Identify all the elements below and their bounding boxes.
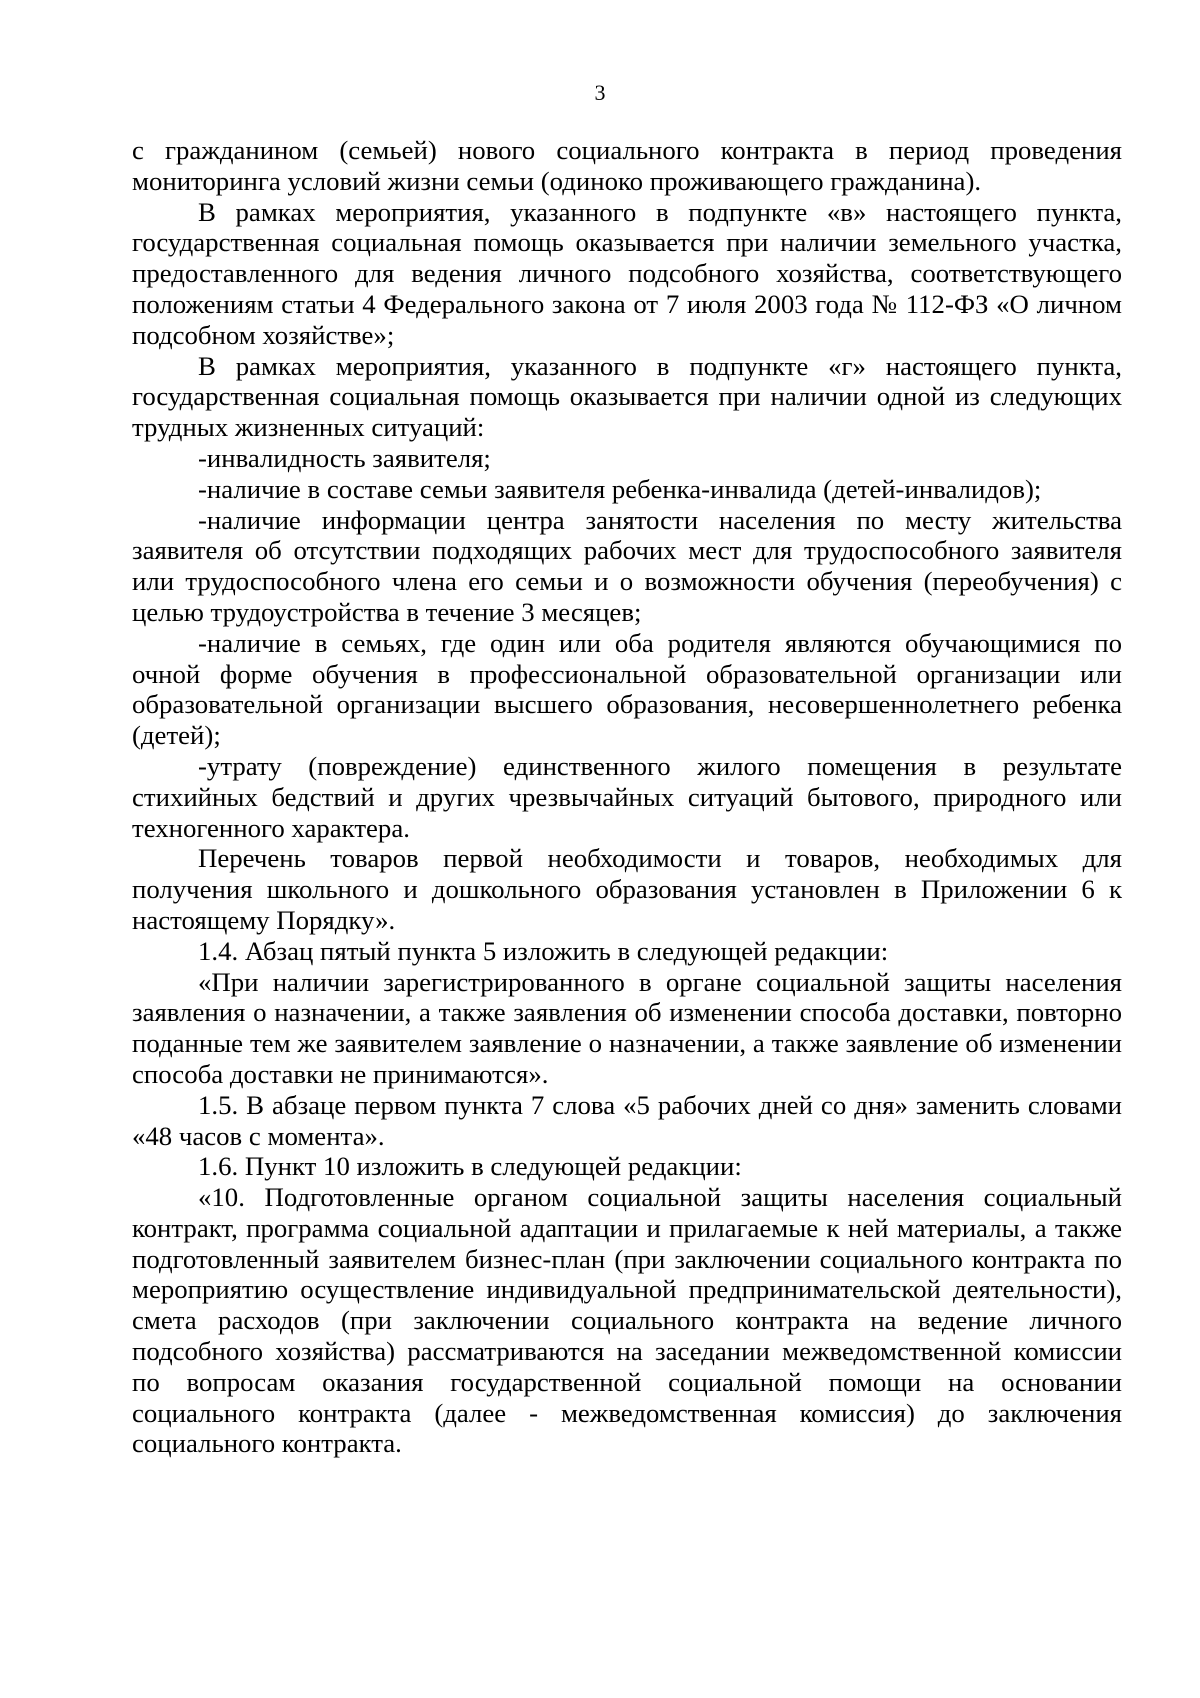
page-number: 3 [594, 80, 606, 105]
paragraph-goods-list: Перечень товаров первой необходимости и товаров, необходимых для получения школьного и дошкольного образования установлен в Приложении 6 к настоящему Порядку». [132, 843, 1122, 935]
clause-1-6: 1.6. Пункт 10 изложить в следующей редакции: [198, 1151, 742, 1182]
paragraph-continuation: с гражданином (семьей) нового социального контракта в период проведения мониторинга условий жизни семьи (одиноко проживающего гражданина). [132, 135, 1122, 196]
clause-1-4: 1.4. Абзац пятый пункта 5 изложить в следующей редакции: [198, 935, 889, 966]
clause-1-5: 1.5. В абзаце первом пункта 7 слова «5 рабочих дней со дня» заменить словами «48 часов с момента». [132, 1089, 1122, 1151]
document-body [132, 135, 1122, 1459]
paragraph-land-plot-condition: В рамках мероприятия, указанного в подпункте «в» настоящего пункта, государственная социальная помощь оказывается при наличии земельного участка, предоставленного для ведения личного подсобного хозяйства, соответствующего положениям статьи 4 Федерального закона от 7 июля 2003 года № 112-ФЗ «О личном подсобном хозяйстве»; [132, 196, 1122, 350]
paragraph-clause-1-4-text: «При наличии зарегистрированного в органе социальной защиты населения заявления о назначении, а также заявления об изменении способа доставки, повторно поданные тем же заявителем заявление о назначении, а также заявление об изменении способа доставки не принимаются». [132, 966, 1122, 1089]
list-item-employment-center: -наличие информации центра занятости населения по месту жительства заявителя об отсутствии подходящих рабочих мест для трудоспособного заявителя или трудоспособного члена его семьи и о возможности обучения (переобучения) с целью трудоустройства в течение 3 месяцев; [132, 504, 1122, 627]
paragraph-clause-10-text: «10. Подготовленные органом социальной защиты населения социальный контракт, программа социальной адаптации и прилагаемые к ней материалы, а также подготовленный заявителем бизнес-план (при заключении социального контракта по мероприятию осуществление индивидуальной предпринимательской деятельности), смета расходов (при заключении социального контракта на ведение личного подсобного хозяйства) рассматриваются на заседании межведомственной комиссии по вопросам оказания государственной социальной помощи на основании социального контракта (далее - межведомственная комиссия) до заключения социального контракта. [132, 1182, 1122, 1459]
list-item-disability: -инвалидность заявителя; [198, 442, 491, 473]
paragraph-hardship-conditions: В рамках мероприятия, указанного в подпункте «г» настоящего пункта, государственная социальная помощь оказывается при наличии одной из следующих трудных жизненных ситуаций: [132, 350, 1122, 443]
list-item-student-parents: -наличие в семьях, где один или оба родителя являются обучающимися по очной форме обучения в профессиональной образовательной организации или образовательной организации высшего образования, несовершеннолетнего ребенка (детей); [132, 627, 1122, 751]
list-item-housing-loss: -утрату (повреждение) единственного жилого помещения в результате стихийных бедствий и других чрезвычайных ситуаций бытового, природного или техногенного характера. [132, 750, 1122, 843]
list-item-disabled-child: -наличие в составе семьи заявителя ребенка-инвалида (детей-инвалидов); [198, 473, 1042, 504]
